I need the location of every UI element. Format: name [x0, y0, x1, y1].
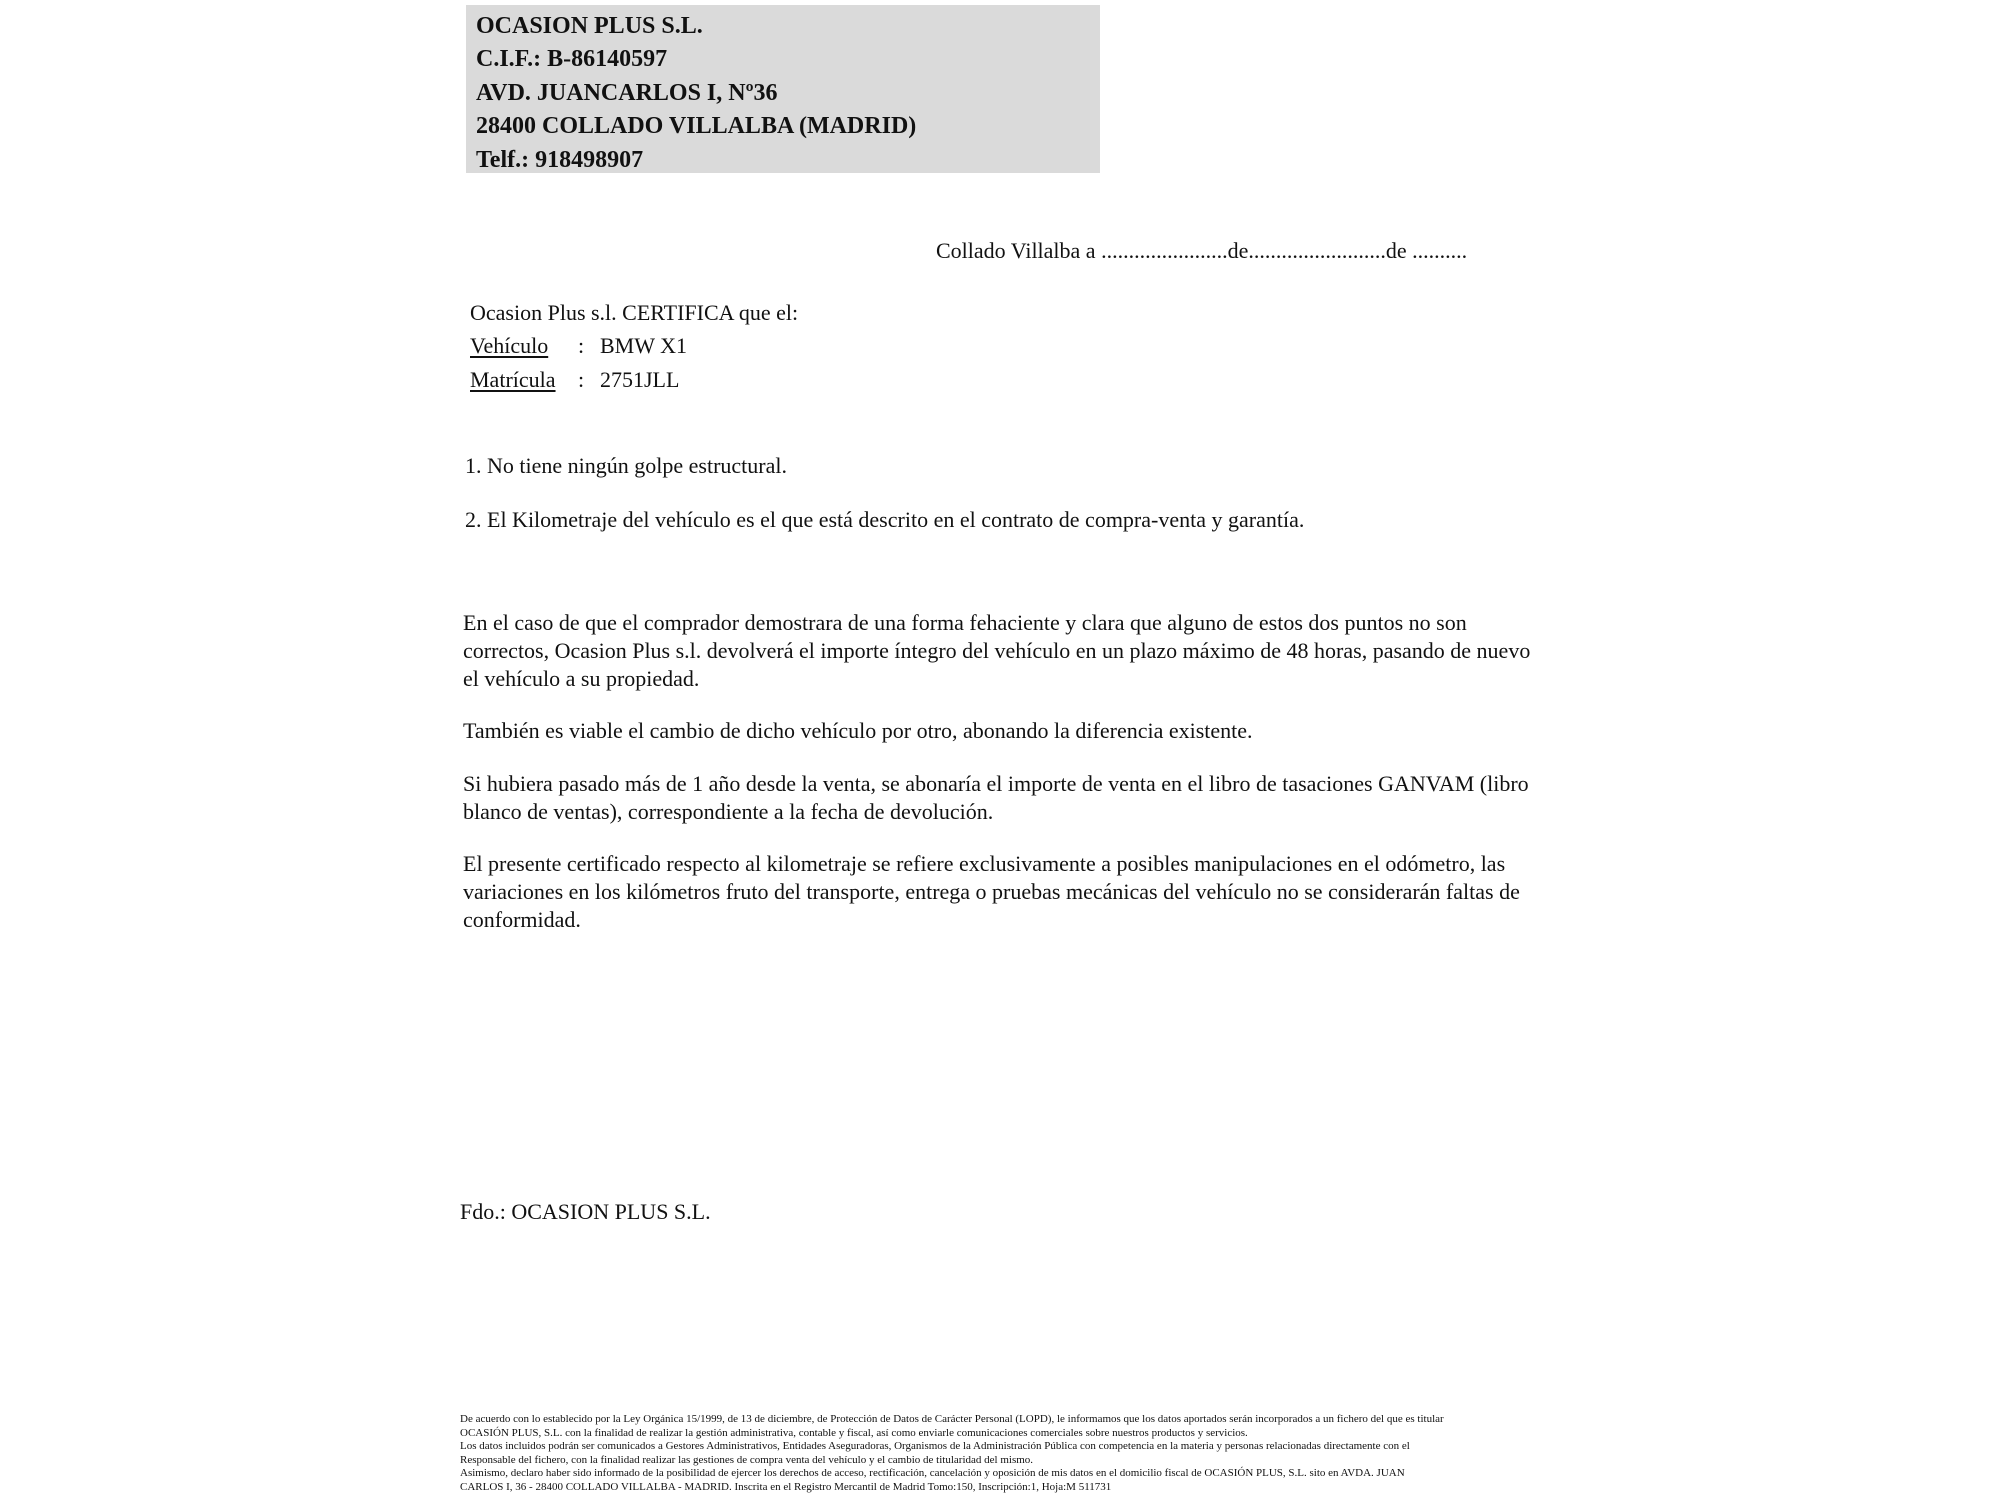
vehicle-label: Vehículo	[470, 333, 549, 359]
company-phone: Telf.: 918498907	[476, 146, 644, 173]
legal-line-6: CARLOS I, 36 - 28400 COLLADO VILLALBA - MADRID. Inscrita en el Registro Mercantil de Madrid Tomo:150, Inscripción:1, Hoja:M 511731	[460, 1480, 1112, 1493]
plate-separator: :	[578, 366, 585, 392]
vehicle-value: BMW X1	[600, 333, 687, 359]
vehicle-separator: :	[578, 333, 585, 359]
plate-row	[470, 363, 798, 396]
legal-line-3: Los datos incluidos podrán ser comunicados a Gestores Administrativos, Entidades Aseguradoras, Organismos de la Administración Pública con competencia en la materia y personas relacionadas directamente con el	[460, 1440, 1410, 1453]
paragraph-refund-policy: En el caso de que el comprador demostrara de una forma fehaciente y clara que alguno de estos dos puntos no son correctos, Ocasion Plus s.l. devolverá el importe íntegro del vehículo en un plazo máximo de 48 horas, pasando de nuevo el vehículo a su propiedad.	[463, 610, 1531, 691]
paragraph-ganvam-valuation: Si hubiera pasado más de 1 año desde la venta, se abonaría el importe de venta en el libro de tasaciones GANVAM (libro blanco de ventas), correspondiente a la fecha de devolución.	[463, 771, 1529, 824]
point-no-structural-damage: 1. No tiene ningún golpe estructural.	[465, 453, 787, 478]
vehicle-row	[470, 329, 798, 362]
point-mileage: 2. El Kilometraje del vehículo es el que está descrito en el contrato de compra-venta y garantía.	[465, 507, 1305, 532]
legal-line-1: De acuerdo con lo establecido por la Ley Orgánica 15/1999, de 13 de diciembre, de Protección de Datos de Carácter Personal (LOPD), le informamos que los datos aportados serán incorporados a un fichero del que es titular	[460, 1413, 1444, 1425]
signature-line: Fdo.: OCASION PLUS S.L.	[460, 1199, 711, 1224]
date-fill-in-line: Collado Villalba a .......................de.........................de ..........	[936, 238, 1468, 263]
paragraph-odometer-scope: El presente certificado respecto al kilometraje se refiere exclusivamente a posibles manipulaciones en el odómetro, las variaciones en los kilómetros fruto del transporte, entrega o pruebas mecánicas del vehículo no se considerarán faltas de conformidad.	[463, 851, 1520, 932]
certification-block	[470, 296, 798, 396]
certification-intro: Ocasion Plus s.l. CERTIFICA que el:	[470, 300, 799, 325]
company-header-block	[466, 5, 1100, 173]
legal-line-4: Responsable del fichero, con la finalidad realizar las gestiones de compra venta del vehículo y el cambio de titularidad del mismo.	[460, 1453, 1034, 1466]
paragraph-exchange-option: También es viable el cambio de dicho vehículo por otro, abonando la diferencia existente.	[463, 718, 1253, 743]
plate-value: 2751JLL	[600, 366, 680, 392]
company-address: AVD. JUANCARLOS I, Nº36	[476, 79, 778, 106]
legal-line-2: OCASIÓN PLUS, S.L. con la finalidad de realizar la gestión administrativa, contable y fiscal, así como enviarle comunicaciones comerciales sobre nuestros productos y servicios.	[460, 1426, 1248, 1439]
legal-notice-block	[460, 1413, 1560, 1495]
company-name: OCASION PLUS S.L.	[476, 13, 703, 39]
plate-label: Matrícula	[470, 366, 556, 392]
company-cif: C.I.F.: B-86140597	[476, 46, 668, 73]
legal-line-5: Asimismo, declaro haber sido informado de la posibilidad de ejercer los derechos de acceso, rectificación, cancelación y oposición de mis datos en el domicilio fiscal de OCASIÓN PLUS, S.L. sito en AVDA. JUAN	[460, 1467, 1405, 1480]
company-city: 28400 COLLADO VILLALBA (MADRID)	[476, 113, 917, 140]
